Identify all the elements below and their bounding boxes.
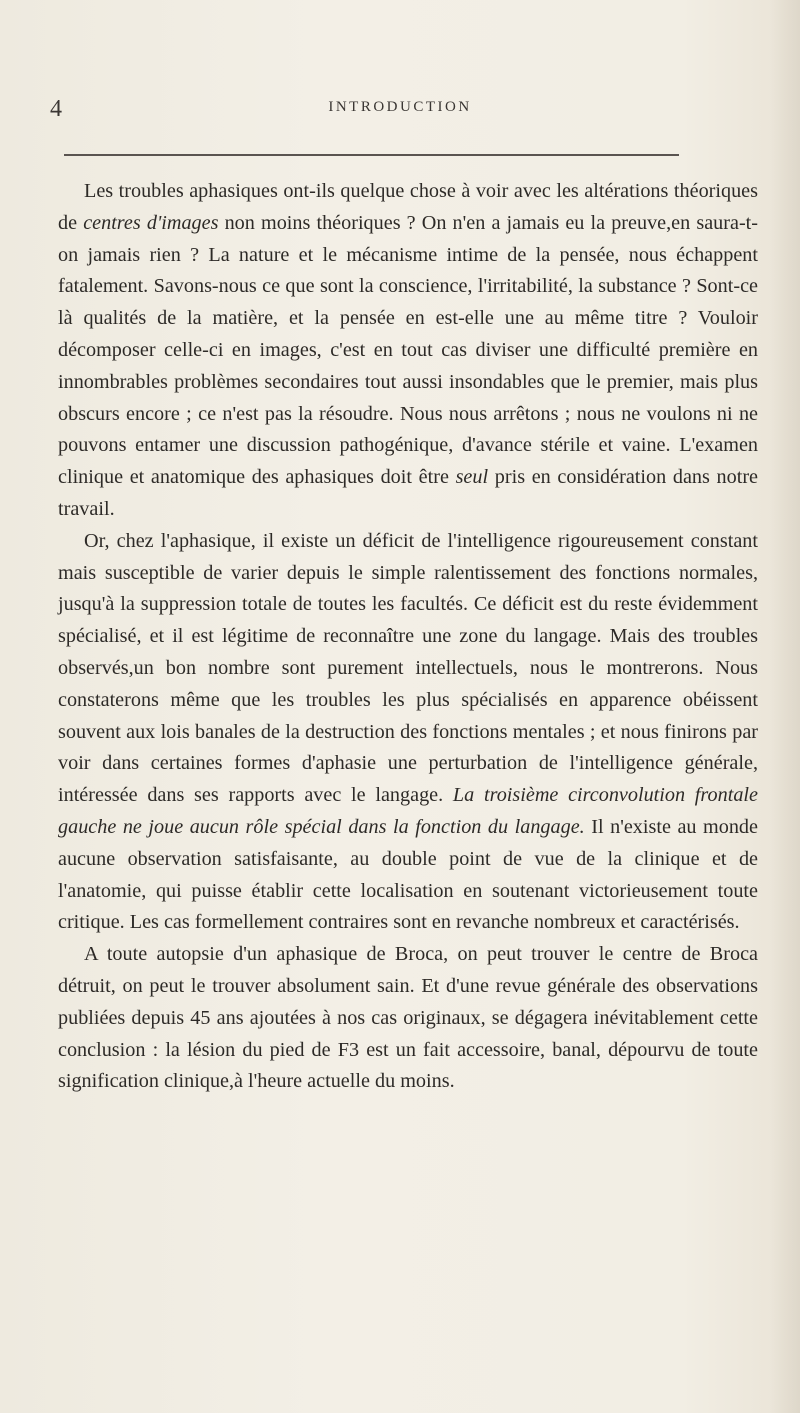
- page-number: 4: [50, 96, 62, 122]
- text-run: non moins théoriques ? On n'en a jamais eu la preuve,en saura-t-on jamais rien ? La nature et le mécanisme intime de la pensée, nous échappent fatalement. Savons-nous ce que sont la conscience, l'irritabilité, la substance ? Sont-ce là qualités de la matière, et la pensée en est-elle une au même titre ? Vouloir décomposer celle-ci en images, c'est en tout cas diviser une difficulté première en innombrables problèmes secondaires tout aussi insondables que le premier, mais plus obscurs encore ; ce n'est pas la résoudre. Nous nous arrêtons ; nous ne voulons ni ne pouvons entamer une discussion pathogénique, d'avance stérile et vaine. L'examen clinique et anatomique des aphasiques doit être: [58, 211, 758, 489]
- text-run: Il n'existe au monde aucune observation satisfaisante, au double point de vue de la clinique et de l'anatomie, qui puisse établir cette localisation en soutenant victorieusement toute critique. Les cas formellement contraires sont en revanche nombreux et caractérisés.: [58, 815, 758, 934]
- text-run: A toute autopsie d'un aphasique de Broca, on peut trouver le centre de Broca détruit, on peut le trouver absolument sain. Et d'une revue générale des observations publiées depuis 45 ans ajoutées à nos cas originaux, se dégagera inévitablement cette conclusion : la lésion du pied de F3 est un fait accessoire, banal, dépourvu de toute signification clinique,à l'heure actuelle du moins.: [58, 943, 758, 1093]
- text-run: Les troubles aphasiques ont-ils quelque chose à voir avec les altérations théoriques de: [58, 180, 758, 234]
- running-title: INTRODUCTION: [328, 99, 472, 115]
- page-header: [50, 96, 750, 136]
- italic-run: La troisième circonvolution frontale gauche ne joue aucun rôle spécial dans la fonction du langage.: [58, 784, 758, 838]
- body-text: [58, 176, 758, 1098]
- paragraph-1: [58, 176, 758, 526]
- page-edge-shadow: [770, 0, 800, 1413]
- text-run: Or, chez l'aphasique, il existe un déficit de l'intelligence rigoureusement constant mais susceptible de varier depuis le simple ralentissement des fonctions normales, jusqu'à la suppression totale de toutes les facultés. Ce déficit est du reste évidemment spécialisé, et il est légitime de reconnaître une zone du langage. Mais des troubles observés,un bon nombre sont purement intellectuels, nous le montrerons. Nous constaterons même que les troubles les plus spécialisés en apparence obéissent souvent aux lois banales de la destruction des fonctions mentales ; et nous finirons par voir dans certaines formes d'aphasie une perturbation de l'intelligence générale, intéressée dans ses rapports avec le langage.: [58, 529, 758, 807]
- paragraph-3: [58, 939, 758, 1098]
- text-run: pris en considération dans notre travail.: [58, 466, 759, 520]
- header-rule: [64, 154, 679, 156]
- italic-run: seul: [455, 466, 489, 489]
- italic-run: centres d'images: [83, 211, 219, 234]
- paragraph-2: [58, 526, 758, 939]
